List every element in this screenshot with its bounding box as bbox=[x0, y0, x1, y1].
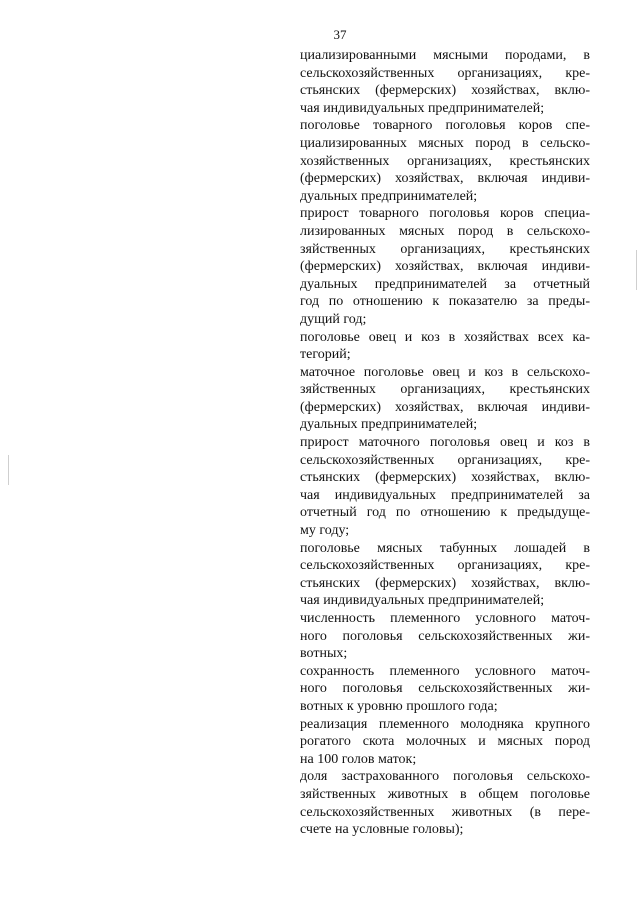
text-line: вотных к уровню прошлого года; bbox=[300, 698, 498, 714]
text-line: (фермерских) хозяйствах, включая индиви- bbox=[300, 259, 590, 275]
text-line: циализированных мясных пород в сельско- bbox=[300, 135, 590, 151]
text-line: рогатого скота молочных и мясных пород bbox=[300, 734, 590, 750]
text-line: (фермерских) хозяйствах, включая индиви- bbox=[300, 399, 590, 415]
text-line: му году; bbox=[300, 523, 350, 539]
text-line: дуальных предпринимателей за отчетный bbox=[300, 276, 590, 292]
text-line: циализированными мясными породами, в bbox=[300, 48, 590, 63]
text-line: прирост товарного поголовья коров специа- bbox=[300, 206, 590, 222]
text-line: ного поголовья сельскохозяйственных жи- bbox=[300, 628, 590, 644]
scan-edge-line bbox=[8, 455, 9, 485]
text-line: хозяйственных организациях, крестьянских bbox=[300, 153, 590, 169]
text-line: отчетный год по отношению к предыдуще- bbox=[300, 505, 590, 521]
text-line: сельскохозяйственных организациях, кре- bbox=[300, 452, 590, 468]
text-line: стьянских (фермерских) хозяйствах, вклю- bbox=[300, 575, 590, 591]
paragraph bbox=[300, 117, 590, 205]
text-line: чая индивидуальных предпринимателей за bbox=[300, 487, 590, 503]
text-line: на 100 голов маток; bbox=[300, 751, 417, 767]
text-line: сельскохозяйственных животных (в пере- bbox=[300, 804, 590, 820]
scan-edge-line bbox=[636, 250, 637, 290]
text-line: вотных; bbox=[300, 646, 348, 662]
body-text bbox=[300, 47, 590, 839]
text-line: поголовье товарного поголовья коров спе- bbox=[300, 118, 590, 134]
text-line: стьянских (фермерских) хозяйствах, вклю- bbox=[300, 470, 590, 486]
paragraph bbox=[300, 434, 590, 540]
text-line: зяйственных организациях, крестьянских bbox=[300, 382, 590, 398]
text-line: ного поголовья сельскохозяйственных жи- bbox=[300, 681, 590, 697]
text-line: дущий год; bbox=[300, 311, 367, 327]
text-line: поголовье мясных табунных лошадей в bbox=[300, 540, 590, 556]
page-number: 37 bbox=[333, 27, 347, 42]
text-line: лизированных мясных пород в сельскохо- bbox=[300, 223, 590, 239]
text-line: сельскохозяйственных организациях, кре- bbox=[300, 65, 590, 81]
text-line: сохранность племенного условного маточ- bbox=[300, 663, 590, 679]
text-line: доля застрахованного поголовья сельскохо- bbox=[300, 769, 590, 785]
text-line: прирост маточного поголовья овец и коз в bbox=[300, 435, 590, 451]
text-line: дуальных предпринимателей; bbox=[300, 417, 478, 433]
text-line: чая индивидуальных предпринимателей; bbox=[300, 593, 545, 609]
text-line: поголовье овец и коз в хозяйствах всех ка- bbox=[300, 329, 590, 345]
text-line: год по отношению к показателю за преды- bbox=[300, 294, 590, 310]
paragraph bbox=[300, 610, 590, 663]
text-line: чая индивидуальных предпринимателей; bbox=[300, 100, 545, 116]
paragraph bbox=[300, 768, 590, 838]
text-line: зяйственных животных в общем поголовье bbox=[300, 786, 590, 802]
text-line: сельскохозяйственных организациях, кре- bbox=[300, 558, 590, 574]
text-line: зяйственных организациях, крестьянских bbox=[300, 241, 590, 257]
paragraph bbox=[300, 329, 590, 364]
text-line: счете на условные головы); bbox=[300, 822, 464, 838]
text-line: реализация племенного молодняка крупного bbox=[300, 716, 590, 732]
text-line: маточное поголовье овец и коз в сельскохо- bbox=[300, 364, 590, 380]
paragraph bbox=[300, 205, 590, 328]
text-line: стьянских (фермерских) хозяйствах, вклю- bbox=[300, 83, 590, 99]
paragraph bbox=[300, 364, 590, 434]
text-line: тегорий; bbox=[300, 347, 351, 363]
paragraph bbox=[300, 663, 590, 716]
text-line: дуальных предпринимателей; bbox=[300, 188, 478, 204]
paragraph bbox=[300, 540, 590, 610]
text-line: (фермерских) хозяйствах, включая индиви- bbox=[300, 171, 590, 187]
text-line: численность племенного условного маточ- bbox=[300, 611, 590, 626]
paragraph bbox=[300, 47, 590, 117]
paragraph bbox=[300, 716, 590, 769]
